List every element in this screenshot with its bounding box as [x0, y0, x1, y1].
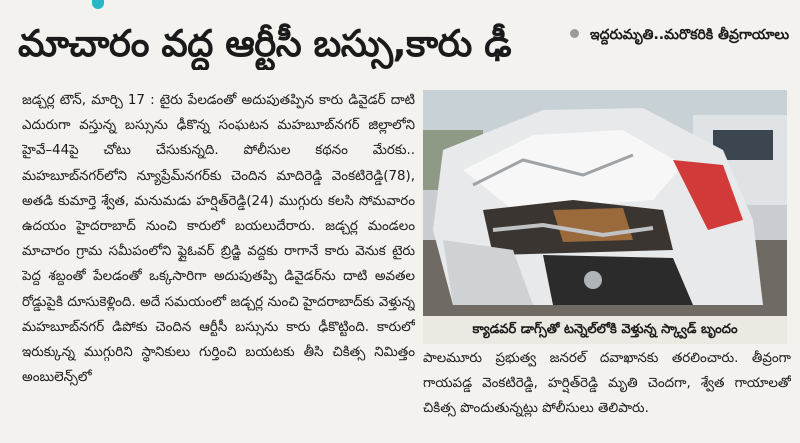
article-body-left: జడ్చర్ల టౌన్, మార్చి 17 : టైరు పేలడంతో అదుపుతప్పిన కారు డివైడర్ దాటి ఎదురుగా వస్తున్న బస్సును ఢీకొన్న సంఘటన మహబూబ్‌నగర్ జిల్లాలోని హైవే–44పై చోటు చేసుకున్నది. పోలీసుల కథనం మేరకు.. మహబూబ్‌నగర్‌లోని న్యూప్రేమ్‌నగర్‌కు చెందిన మాదిరెడ్డి వెంకటిరెడ్డి(78), అతడి కుమార్తె శ్వేత, మనుమడు హర్షిత్‌రెడ్డి(24) ముగ్గురు కలసి సోమవారం ఉదయం హైదరాబాద్ నుంచి కారులో బయలుదేరారు. జడ్చర్ల మండలం మాచారం గ్రామ సమీపంలోని ఫ్లైఓవర్ బ్రిడ్జి వద్దకు రాగానే కారు వెనుక టైరు పెద్ద శబ్దంతో పేలడంతో ఒక్కసారిగా అదుపుతప్పి డివైడర్‌ను దాటి అవతల రోడ్డుపైకి దూసుకెళ్లింది. అదే సమయంలో జడ్చర్ల నుంచి హైదరాబాద్‌కు వెళ్తున్న మహబూబ్‌నగర్ డిపోకు చెందిన ఆర్టీసీ బస్సును కారు ఢీకొట్టింది. కారులో ఇరుక్కున్న ముగ్గురిని స్థానికులు గుర్తించి బయటకు తీసి చికిత్స నిమిత్తం అంబులెన్స్‌లో: [22, 93, 415, 386]
headline: మాచారం వద్ద ఆర్టీసీ బస్సు,కారు ఢీ: [18, 22, 512, 65]
decorative-mark: [92, 0, 104, 9]
crash-photo: [423, 90, 787, 316]
bullet-icon: [570, 29, 579, 38]
subheadline-block: [570, 20, 792, 50]
subheadline: ఇద్దరుమృతి..మరొకరికి తీవ్రగాయాలు: [590, 27, 790, 43]
article-body-right: పాలమూరు ప్రభుత్వ జనరల్ దవాఖానకు తరలించారు. తీవ్రంగా గాయపడ్డ వెంకటిరెడ్డి, హర్షిత్‌రెడ్డి మృతి చెందగా, శ్వేత గాయాలతో చికిత్స పొందుతున్నట్లు పోలీసులు తెలిపారు.: [423, 351, 791, 417]
photo-caption: క్యాడవర్ డాగ్స్‌తో టన్నెల్‌లోకి వెళ్తున్న స్క్వాడ్ బృందం: [423, 316, 787, 344]
wrecked-car-illustration: [423, 90, 787, 316]
